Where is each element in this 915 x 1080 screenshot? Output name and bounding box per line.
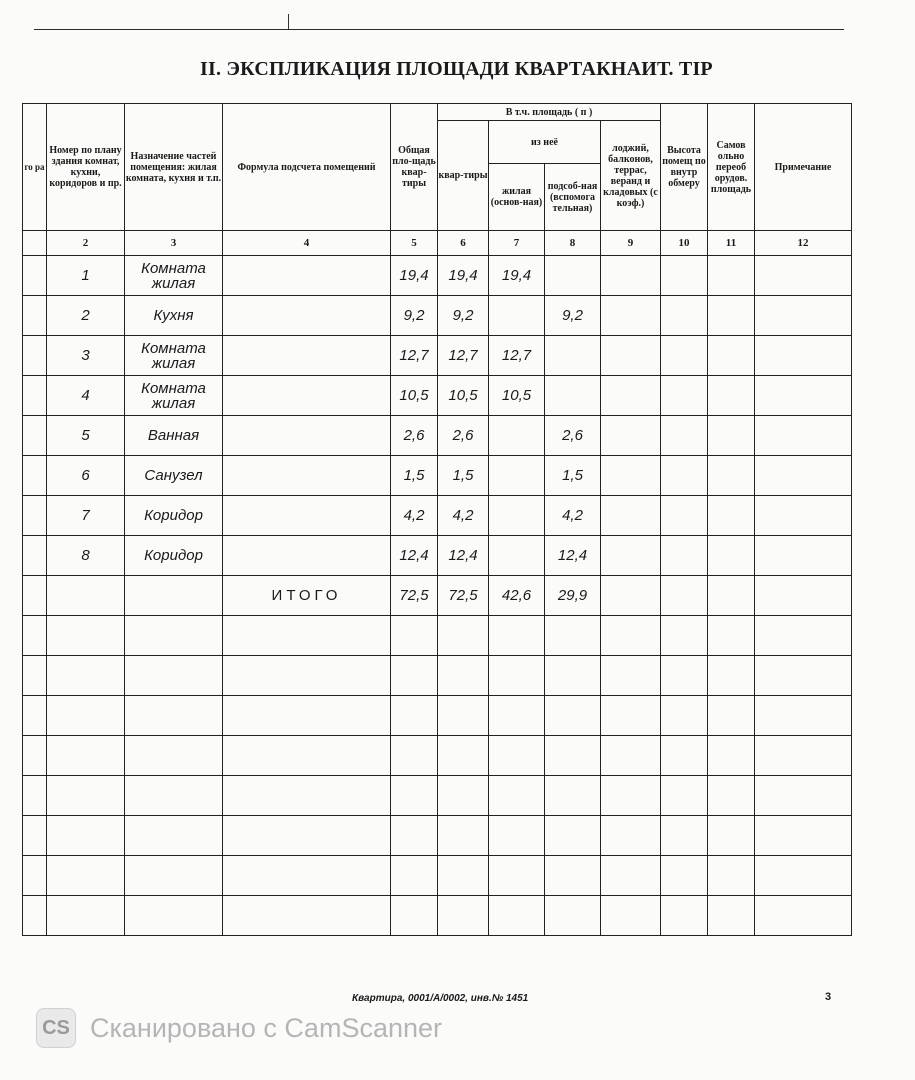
cell-empty bbox=[23, 736, 47, 776]
cell-empty bbox=[601, 456, 661, 496]
cell-blank bbox=[23, 576, 47, 616]
cell-empty bbox=[601, 376, 661, 416]
cell-empty bbox=[438, 736, 489, 776]
cell-room-name: Комната жилая bbox=[125, 256, 223, 296]
footer-caption: Квартира, 0001/А/0002, инв.№ 1451 bbox=[352, 993, 529, 1004]
table-row bbox=[23, 376, 852, 416]
cell-empty bbox=[601, 656, 661, 696]
cell-empty bbox=[661, 616, 708, 656]
column-number: 3 bbox=[125, 231, 223, 256]
column-number: 5 bbox=[391, 231, 438, 256]
cell-apartment-area: 10,5 bbox=[438, 376, 489, 416]
cell-empty bbox=[601, 336, 661, 376]
cell-empty bbox=[23, 616, 47, 656]
table-row bbox=[23, 536, 852, 576]
cell-empty bbox=[438, 896, 489, 936]
empty-row bbox=[23, 696, 852, 736]
column-number-row bbox=[23, 231, 852, 256]
table-row bbox=[23, 296, 852, 336]
cell-room-number: 4 bbox=[47, 376, 125, 416]
cell-empty bbox=[438, 696, 489, 736]
cell-empty bbox=[708, 336, 755, 376]
cell-empty bbox=[755, 456, 852, 496]
cell-empty bbox=[489, 656, 545, 696]
cell-empty bbox=[708, 376, 755, 416]
cell-auxiliary-area: 9,2 bbox=[545, 296, 601, 336]
cell-blank bbox=[23, 376, 47, 416]
column-number: 6 bbox=[438, 231, 489, 256]
cell-empty bbox=[755, 736, 852, 776]
cell-empty bbox=[47, 776, 125, 816]
cell-empty bbox=[661, 296, 708, 336]
header-room-purpose: Назначение частей помещения: жилая комната, кухня и т.п. bbox=[125, 104, 223, 231]
header-height: Высота помещ по внутр обмеру bbox=[661, 104, 708, 231]
cell-empty bbox=[708, 296, 755, 336]
cell-room-name: Коридор bbox=[125, 496, 223, 536]
cell-empty bbox=[391, 696, 438, 736]
cell-formula bbox=[223, 336, 391, 376]
cell-empty bbox=[125, 896, 223, 936]
cell-empty bbox=[125, 736, 223, 776]
cell-empty bbox=[601, 496, 661, 536]
cell-total-area: 72,5 bbox=[391, 576, 438, 616]
cell-empty bbox=[489, 896, 545, 936]
empty-row bbox=[23, 896, 852, 936]
cell-empty bbox=[125, 816, 223, 856]
page-title: II. ЭКСПЛИКАЦИЯ ПЛОЩАДИ КВАРТАКНАИТ. ТIР bbox=[200, 58, 713, 80]
cell-empty bbox=[545, 816, 601, 856]
cell-empty bbox=[489, 856, 545, 896]
cell-living-area: 10,5 bbox=[489, 376, 545, 416]
cell-empty bbox=[708, 696, 755, 736]
cell-empty bbox=[125, 856, 223, 896]
cell-auxiliary-area: 4,2 bbox=[545, 496, 601, 536]
cell-auxiliary-area: 29,9 bbox=[545, 576, 601, 616]
cell-empty bbox=[755, 376, 852, 416]
cell-auxiliary-area: 1,5 bbox=[545, 456, 601, 496]
cell-empty bbox=[601, 256, 661, 296]
cell-room-number: 7 bbox=[47, 496, 125, 536]
cell-blank bbox=[125, 576, 223, 616]
cell-empty bbox=[23, 696, 47, 736]
cell-formula bbox=[223, 376, 391, 416]
cell-room-name: Комната жилая bbox=[125, 336, 223, 376]
header-row-1 bbox=[23, 104, 852, 121]
cell-total-area: 4,2 bbox=[391, 496, 438, 536]
cell-living-area: 42,6 bbox=[489, 576, 545, 616]
cell-empty bbox=[661, 576, 708, 616]
empty-row bbox=[23, 776, 852, 816]
cell-empty bbox=[755, 536, 852, 576]
cell-total-area: 12,4 bbox=[391, 536, 438, 576]
cell-auxiliary-area: 2,6 bbox=[545, 416, 601, 456]
cell-empty bbox=[223, 616, 391, 656]
cell-empty bbox=[708, 616, 755, 656]
cell-formula bbox=[223, 496, 391, 536]
table-row bbox=[23, 456, 852, 496]
cell-empty bbox=[708, 656, 755, 696]
cell-auxiliary-area bbox=[545, 376, 601, 416]
header-including-area: В т.ч. площадь ( п ) bbox=[438, 104, 661, 121]
cell-empty bbox=[601, 736, 661, 776]
cell-empty bbox=[47, 736, 125, 776]
cell-empty bbox=[661, 736, 708, 776]
cell-auxiliary-area: 12,4 bbox=[545, 536, 601, 576]
cell-empty bbox=[23, 776, 47, 816]
cell-room-number: 8 bbox=[47, 536, 125, 576]
cell-apartment-area: 12,4 bbox=[438, 536, 489, 576]
table-row bbox=[23, 416, 852, 456]
cell-empty bbox=[755, 776, 852, 816]
cell-empty bbox=[661, 536, 708, 576]
cell-empty bbox=[489, 696, 545, 736]
cell-room-number: 3 bbox=[47, 336, 125, 376]
cell-empty bbox=[545, 776, 601, 816]
top-rule bbox=[34, 29, 844, 30]
cell-room-number: 6 bbox=[47, 456, 125, 496]
cell-empty bbox=[661, 416, 708, 456]
explication-table bbox=[22, 103, 852, 936]
header-note: Примечание bbox=[755, 104, 852, 231]
cell-auxiliary-area bbox=[545, 336, 601, 376]
cell-empty bbox=[545, 616, 601, 656]
cell-room-number: 2 bbox=[47, 296, 125, 336]
cell-total-area: 9,2 bbox=[391, 296, 438, 336]
cell-blank bbox=[23, 256, 47, 296]
cell-living-area bbox=[489, 296, 545, 336]
cell-room-number: 5 bbox=[47, 416, 125, 456]
cell-living-area bbox=[489, 496, 545, 536]
header-loggia-area: лоджий, балконов, террас, веранд и кладовых (с коэф.) bbox=[601, 121, 661, 231]
cell-total-area: 19,4 bbox=[391, 256, 438, 296]
cell-empty bbox=[23, 896, 47, 936]
cell-room-name: Коридор bbox=[125, 536, 223, 576]
margin-tick bbox=[288, 14, 289, 30]
column-number: 10 bbox=[661, 231, 708, 256]
column-number: 7 bbox=[489, 231, 545, 256]
header-formula: Формула подсчета помещений bbox=[223, 104, 391, 231]
cell-empty bbox=[438, 656, 489, 696]
cell-formula bbox=[223, 416, 391, 456]
cell-apartment-area: 1,5 bbox=[438, 456, 489, 496]
header-unauthorized-area: Самов ольно переоб орудов. площадь bbox=[708, 104, 755, 231]
cell-empty bbox=[47, 656, 125, 696]
cell-empty bbox=[661, 336, 708, 376]
cell-empty bbox=[223, 856, 391, 896]
cell-empty bbox=[438, 776, 489, 816]
header-total-area: Общая пло-щадь квар-тиры bbox=[391, 104, 438, 231]
cell-empty bbox=[601, 416, 661, 456]
cell-room-name: Кухня bbox=[125, 296, 223, 336]
cell-blank bbox=[23, 416, 47, 456]
total-row bbox=[23, 576, 852, 616]
cell-formula bbox=[223, 536, 391, 576]
cell-living-area bbox=[489, 456, 545, 496]
cell-empty bbox=[47, 696, 125, 736]
cell-empty bbox=[661, 376, 708, 416]
cell-empty bbox=[601, 856, 661, 896]
cell-empty bbox=[223, 776, 391, 816]
cell-empty bbox=[23, 656, 47, 696]
cell-empty bbox=[708, 736, 755, 776]
cell-empty bbox=[545, 696, 601, 736]
cell-room-name: Комната жилая bbox=[125, 376, 223, 416]
cell-empty bbox=[47, 856, 125, 896]
cell-empty bbox=[391, 656, 438, 696]
cell-apartment-area: 2,6 bbox=[438, 416, 489, 456]
cell-empty bbox=[438, 616, 489, 656]
cell-empty bbox=[708, 456, 755, 496]
cell-empty bbox=[755, 696, 852, 736]
cell-empty bbox=[391, 616, 438, 656]
cell-empty bbox=[601, 536, 661, 576]
page-number: 3 bbox=[825, 991, 832, 1003]
cell-total-area: 2,6 bbox=[391, 416, 438, 456]
cell-empty bbox=[755, 296, 852, 336]
cell-empty bbox=[601, 616, 661, 656]
cell-empty bbox=[545, 856, 601, 896]
cell-blank bbox=[23, 296, 47, 336]
cell-empty bbox=[601, 816, 661, 856]
cell-empty bbox=[23, 856, 47, 896]
cell-living-area: 19,4 bbox=[489, 256, 545, 296]
cell-empty bbox=[708, 776, 755, 816]
cell-apartment-area: 19,4 bbox=[438, 256, 489, 296]
cell-empty bbox=[545, 656, 601, 696]
cell-total-area: 1,5 bbox=[391, 456, 438, 496]
cell-empty bbox=[755, 416, 852, 456]
cell-blank bbox=[23, 496, 47, 536]
cell-empty bbox=[489, 816, 545, 856]
cell-apartment-area: 72,5 bbox=[438, 576, 489, 616]
cell-empty bbox=[223, 696, 391, 736]
cell-blank bbox=[23, 336, 47, 376]
cell-empty bbox=[601, 776, 661, 816]
cell-empty bbox=[661, 856, 708, 896]
cell-empty bbox=[755, 896, 852, 936]
camscanner-logo-icon: CS bbox=[36, 1008, 76, 1048]
cell-empty bbox=[47, 816, 125, 856]
cell-total-label: ИТОГО bbox=[223, 576, 391, 616]
cell-empty bbox=[755, 816, 852, 856]
cell-empty bbox=[438, 816, 489, 856]
cell-empty bbox=[661, 816, 708, 856]
cell-empty bbox=[125, 656, 223, 696]
cell-empty bbox=[47, 896, 125, 936]
header-living-area: жилая (основ-ная) bbox=[489, 164, 545, 231]
cell-empty bbox=[755, 616, 852, 656]
cell-room-name: Санузел bbox=[125, 456, 223, 496]
empty-row bbox=[23, 856, 852, 896]
cell-empty bbox=[391, 896, 438, 936]
cell-empty bbox=[47, 616, 125, 656]
cell-room-name: Ванная bbox=[125, 416, 223, 456]
cell-empty bbox=[391, 776, 438, 816]
header-of-which: из неё bbox=[489, 121, 601, 164]
column-number: 9 bbox=[601, 231, 661, 256]
cell-empty bbox=[391, 816, 438, 856]
cell-apartment-area: 12,7 bbox=[438, 336, 489, 376]
cell-empty bbox=[661, 256, 708, 296]
header-apartment-area: квар-тиры bbox=[438, 121, 489, 231]
cell-living-area bbox=[489, 536, 545, 576]
cell-empty bbox=[545, 896, 601, 936]
cell-total-area: 12,7 bbox=[391, 336, 438, 376]
cell-empty bbox=[223, 736, 391, 776]
cell-empty bbox=[708, 856, 755, 896]
cell-empty bbox=[223, 896, 391, 936]
header-auxiliary-area: подсоб-ная (вспомога тельная) bbox=[545, 164, 601, 231]
cell-formula bbox=[223, 296, 391, 336]
watermark-text: Сканировано с CamScanner bbox=[90, 1012, 443, 1043]
cell-empty bbox=[125, 696, 223, 736]
cell-empty bbox=[223, 816, 391, 856]
empty-row bbox=[23, 616, 852, 656]
cell-empty bbox=[489, 776, 545, 816]
cell-empty bbox=[125, 616, 223, 656]
cell-apartment-area: 9,2 bbox=[438, 296, 489, 336]
empty-row bbox=[23, 656, 852, 696]
cell-empty bbox=[601, 296, 661, 336]
cell-empty bbox=[489, 736, 545, 776]
cell-living-area: 12,7 bbox=[489, 336, 545, 376]
camscanner-watermark bbox=[36, 1008, 442, 1048]
cell-empty bbox=[661, 496, 708, 536]
cell-total-area: 10,5 bbox=[391, 376, 438, 416]
cell-empty bbox=[708, 816, 755, 856]
cell-empty bbox=[601, 896, 661, 936]
cell-blank bbox=[23, 536, 47, 576]
cell-empty bbox=[489, 616, 545, 656]
cell-empty bbox=[708, 576, 755, 616]
cell-empty bbox=[755, 576, 852, 616]
cell-auxiliary-area bbox=[545, 256, 601, 296]
cell-blank bbox=[23, 456, 47, 496]
empty-row bbox=[23, 736, 852, 776]
cell-empty bbox=[708, 896, 755, 936]
cell-empty bbox=[708, 536, 755, 576]
header-col-1: го ра bbox=[23, 104, 47, 231]
cell-blank bbox=[47, 576, 125, 616]
cell-formula bbox=[223, 256, 391, 296]
table-row bbox=[23, 496, 852, 536]
cell-apartment-area: 4,2 bbox=[438, 496, 489, 536]
cell-empty bbox=[661, 456, 708, 496]
cell-empty bbox=[708, 256, 755, 296]
empty-row bbox=[23, 816, 852, 856]
cell-empty bbox=[125, 776, 223, 816]
cell-room-number: 1 bbox=[47, 256, 125, 296]
table-row bbox=[23, 336, 852, 376]
cell-empty bbox=[708, 496, 755, 536]
column-number: 2 bbox=[47, 231, 125, 256]
cell-living-area bbox=[489, 416, 545, 456]
cell-empty bbox=[755, 496, 852, 536]
table-row bbox=[23, 256, 852, 296]
cell-empty bbox=[391, 736, 438, 776]
cell-empty bbox=[601, 576, 661, 616]
column-number bbox=[23, 231, 47, 256]
cell-empty bbox=[545, 736, 601, 776]
cell-empty bbox=[661, 896, 708, 936]
cell-empty bbox=[391, 856, 438, 896]
cell-empty bbox=[223, 656, 391, 696]
room-rows bbox=[23, 256, 852, 936]
cell-empty bbox=[755, 256, 852, 296]
column-number: 8 bbox=[545, 231, 601, 256]
cell-empty bbox=[755, 856, 852, 896]
column-number: 4 bbox=[223, 231, 391, 256]
cell-empty bbox=[601, 696, 661, 736]
cell-empty bbox=[661, 776, 708, 816]
header-room-number: Номер по плану здания комнат, кухни, коридоров и пр. bbox=[47, 104, 125, 231]
cell-empty bbox=[755, 656, 852, 696]
column-number: 11 bbox=[708, 231, 755, 256]
cell-formula bbox=[223, 456, 391, 496]
cell-empty bbox=[755, 336, 852, 376]
cell-empty bbox=[438, 856, 489, 896]
cell-empty bbox=[708, 416, 755, 456]
column-number: 12 bbox=[755, 231, 852, 256]
cell-empty bbox=[661, 656, 708, 696]
cell-empty bbox=[23, 816, 47, 856]
cell-empty bbox=[661, 696, 708, 736]
